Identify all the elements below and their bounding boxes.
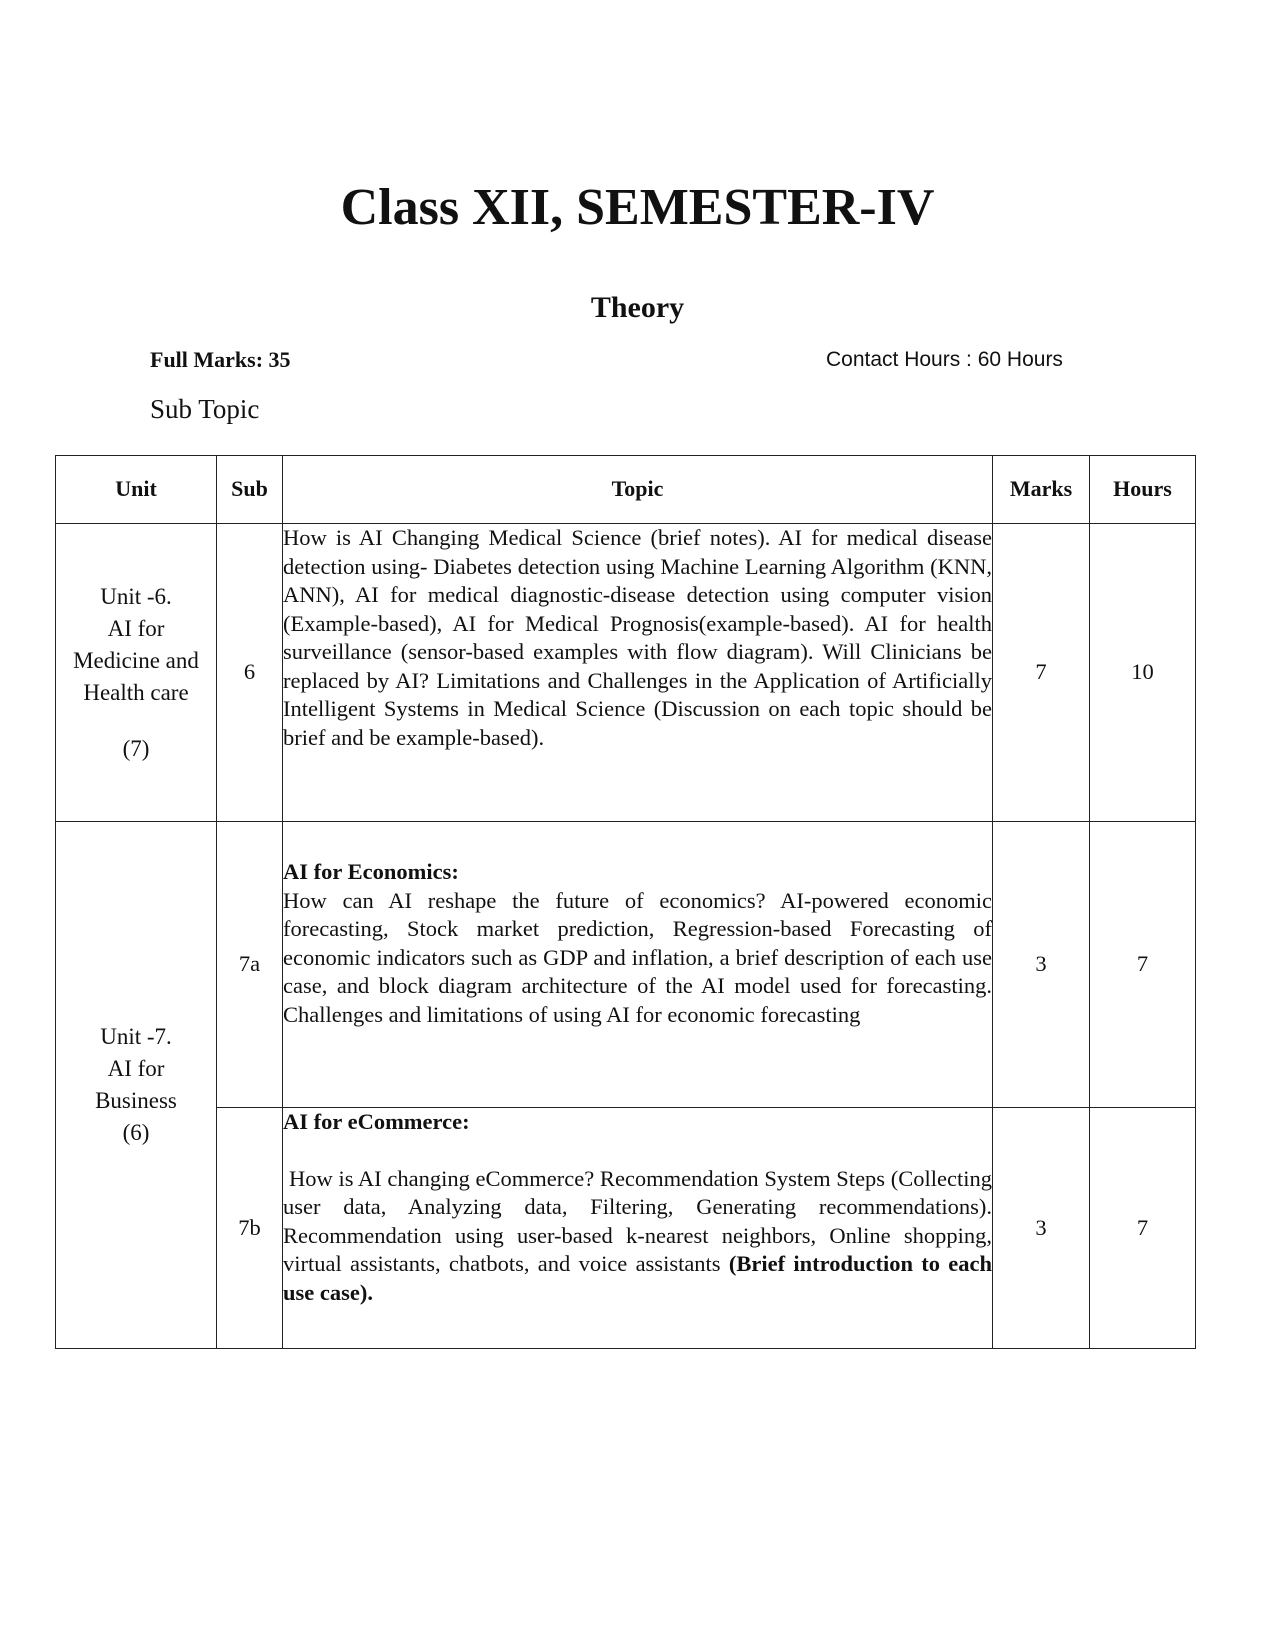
header-unit: Unit bbox=[56, 456, 217, 524]
hours-cell: 7 bbox=[1090, 822, 1196, 1108]
topic-text-wrapper bbox=[283, 1165, 992, 1308]
header-hours: Hours bbox=[1090, 456, 1196, 524]
sub-cell: 7b bbox=[217, 1108, 283, 1349]
unit-7-name-line1: AI for bbox=[107, 1056, 165, 1081]
topic-bold-note: (Brief introduction to each use case). bbox=[283, 1251, 992, 1305]
sub-cell: 6 bbox=[217, 524, 283, 822]
spacer bbox=[283, 1137, 992, 1165]
topic-cell bbox=[283, 524, 993, 822]
header-sub: Sub bbox=[217, 456, 283, 524]
unit-7-cell bbox=[56, 822, 217, 1349]
marks-cell: 3 bbox=[993, 822, 1090, 1108]
table-row bbox=[56, 1108, 1196, 1349]
unit-6-marks: (7) bbox=[122, 735, 150, 761]
hours-cell: 10 bbox=[1090, 524, 1196, 822]
page-title: Class XII, SEMESTER-IV bbox=[340, 179, 935, 236]
unit-7-number: Unit -7. bbox=[100, 1024, 172, 1049]
marks-cell: 7 bbox=[993, 524, 1090, 822]
marks-cell: 3 bbox=[993, 1108, 1090, 1349]
table-row bbox=[56, 524, 1196, 822]
unit-6-name-line3: Health care bbox=[83, 679, 189, 705]
topic-text: How is AI Changing Medical Science (brief notes). AI for medical disease detection using- Diabetes detection using Machine Learning Algorithm (KNN, ANN), AI for medical diagnostic-disease detection using computer vision (Example-based), AI for Medical Prognosis(example-based). AI for health surveillance (sensor-based examples with flow diagram). Will Clinicians be replaced by AI? Limitations and Challenges in the Application of Artificially Intelligent Systems in Medical Science (Discussion on each topic should be brief and be example-based). bbox=[283, 525, 992, 750]
unit-6-cell bbox=[56, 524, 217, 822]
topic-cell bbox=[283, 1108, 993, 1349]
section-subtitle: Theory bbox=[590, 291, 685, 324]
sub-cell: 7a bbox=[217, 822, 283, 1108]
unit-7-name-line2: Business bbox=[95, 1088, 177, 1113]
topic-text: How can AI reshape the future of economics? AI-powered economic forecasting, Stock market prediction, Regression-based Forecasting of economic indicators such as GDP and inflation, a brief description of each use case, and block diagram architecture of the AI model used for forecasting. Challenges and limitations of using AI for economic forecasting bbox=[283, 887, 992, 1027]
header-marks: Marks bbox=[993, 456, 1090, 524]
full-marks-label: Full Marks: 35 bbox=[150, 347, 291, 372]
table-row bbox=[56, 822, 1196, 1108]
sub-topic-label: Sub Topic bbox=[150, 394, 260, 424]
topic-heading: AI for eCommerce: bbox=[283, 1109, 470, 1134]
unit-6-name-line2: Medicine and bbox=[73, 647, 199, 673]
header-topic: Topic bbox=[283, 456, 993, 524]
topic-text: How is AI changing eCommerce? Recommendation System Steps (Collecting user data, Analyzing data, Filtering, Generating recommendations). Recommendation using user-based k-nearest neighbors, Online shopping, virtual assistants, chatbots, and voice assistants bbox=[283, 1165, 992, 1276]
unit-6-number: Unit -6. bbox=[100, 583, 172, 609]
hours-cell: 7 bbox=[1090, 1108, 1196, 1349]
topic-cell bbox=[283, 822, 993, 1108]
unit-6-name-line1: AI for bbox=[107, 615, 165, 641]
syllabus-table bbox=[55, 455, 1196, 1349]
table-header-row bbox=[56, 456, 1196, 524]
contact-hours-label: Contact Hours : 60 Hours bbox=[826, 348, 1063, 371]
unit-7-marks: (6) bbox=[122, 1120, 150, 1145]
topic-heading: AI for Economics: bbox=[283, 859, 459, 884]
